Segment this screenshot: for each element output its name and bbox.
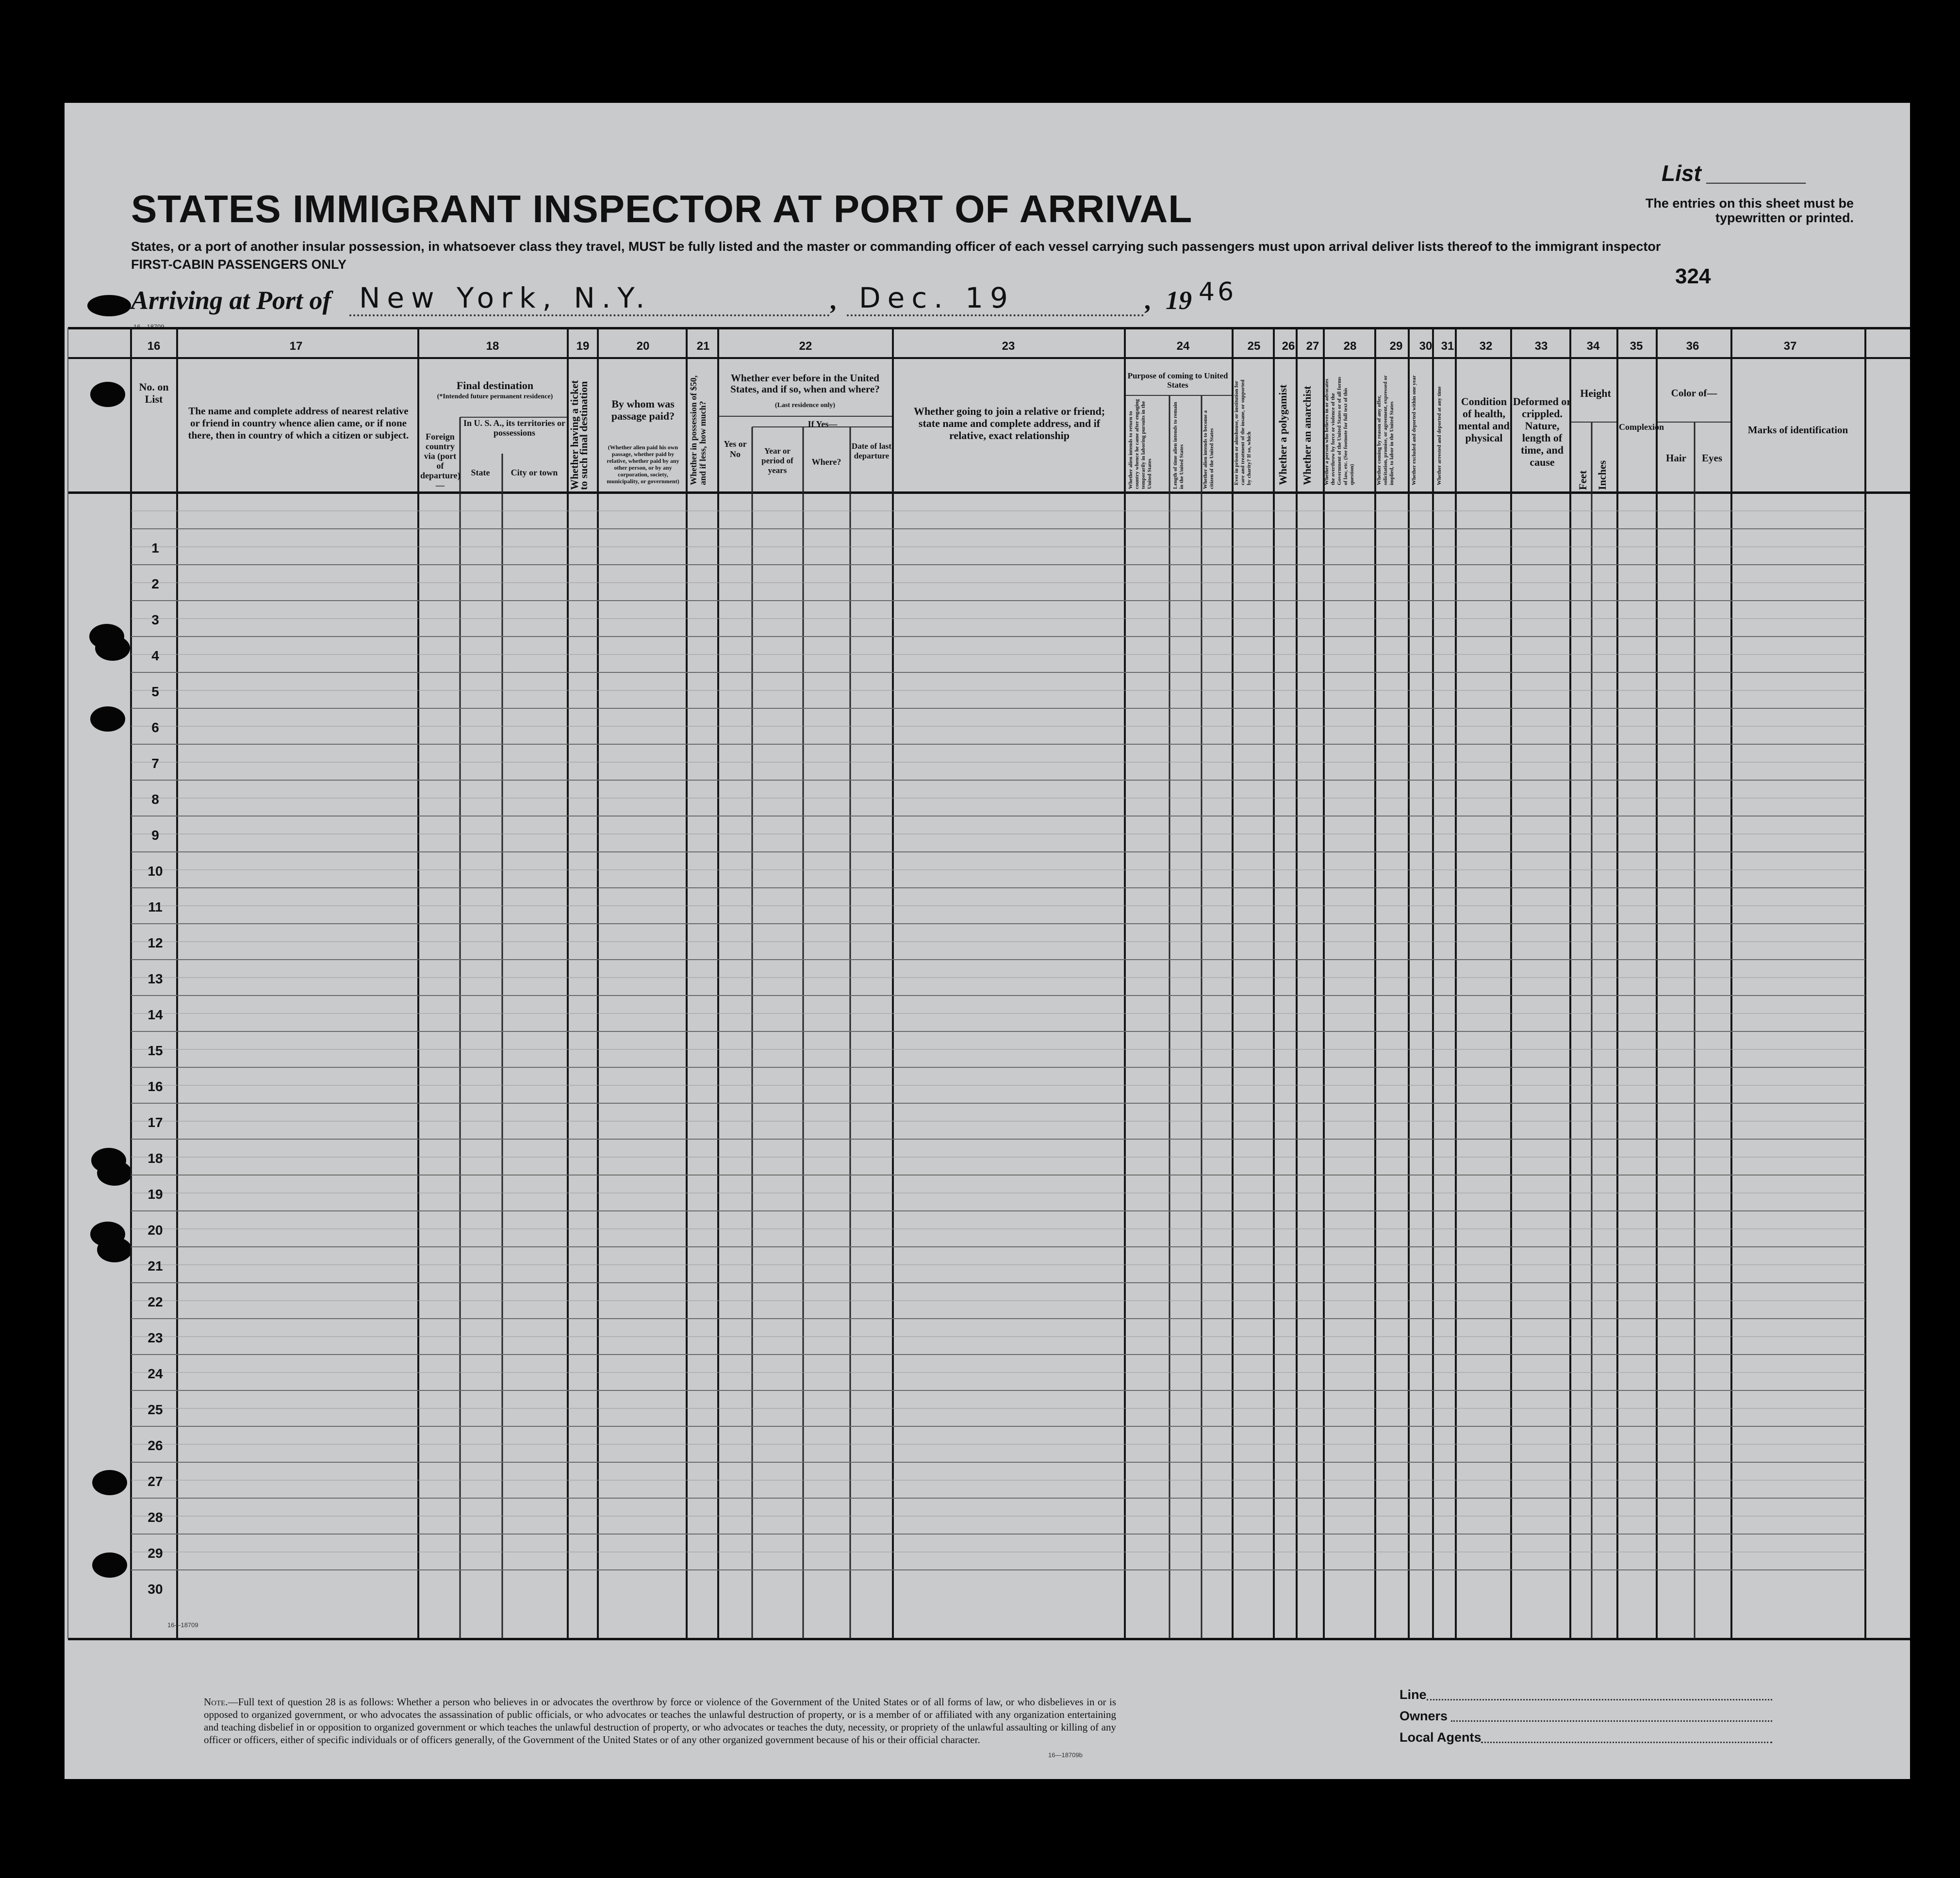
passenger-class: FIRST-CABIN PASSENGERS ONLY <box>131 257 347 272</box>
col-18-state: State <box>471 468 490 477</box>
col-num-35: 35 <box>1630 340 1643 353</box>
list-number-label: List ________ <box>1662 161 1807 186</box>
col-num-22: 22 <box>799 340 812 353</box>
col-num-23: 23 <box>1002 340 1015 353</box>
col-22-where: Where? <box>811 457 841 467</box>
col-32-header: Condition of health, mental and physical <box>1458 395 1510 444</box>
row-number: 30 <box>148 1582 163 1597</box>
col-36-eyes: Eyes <box>1702 452 1722 464</box>
row-number: 5 <box>151 684 159 699</box>
row-number: 10 <box>148 864 163 879</box>
col-26-header: Whether a polygamist <box>1277 384 1289 485</box>
page-stamp-number: 324 <box>1675 264 1711 288</box>
col-24-header: Purpose of coming to United States <box>1127 371 1228 390</box>
agents-dotted-line <box>1481 1742 1772 1743</box>
owners-label: Owners <box>1400 1709 1448 1723</box>
col-num-17: 17 <box>289 340 303 353</box>
page-title: STATES IMMIGRANT INSPECTOR AT PORT OF ARRIVAL <box>131 187 1193 230</box>
col-18-city: City or town <box>511 468 558 477</box>
col-num-16: 16 <box>147 340 161 353</box>
row-number: 19 <box>148 1187 163 1202</box>
col-num-19: 19 <box>576 340 590 353</box>
row-number: 9 <box>151 828 159 843</box>
col-22-year: Year or period of years <box>761 446 793 475</box>
footnote <box>204 1696 1116 1746</box>
col-num-18: 18 <box>486 340 499 353</box>
col-19-header: Whether having a ticket to such final destination <box>568 380 590 490</box>
row-number: 26 <box>148 1438 163 1453</box>
row-number: 24 <box>148 1366 163 1381</box>
col-num-30: 30 <box>1419 340 1433 353</box>
line-dotted-line <box>1427 1699 1772 1700</box>
col-37-header: Marks of identification <box>1747 424 1848 436</box>
col-29-header: Whether coming by reason of any offer, solicitation, promise, or agreement, expressed or implied, to labor in the United States <box>1376 375 1395 485</box>
row-number: 8 <box>151 792 159 807</box>
col-num-36: 36 <box>1686 340 1699 353</box>
row-number: 16 <box>148 1079 163 1094</box>
col-num-32: 32 <box>1479 340 1493 353</box>
col-20-subheader: (Whether alien paid his own passage, whether paid by relative, whether paid by any other person, or by any corporation, society, municipality, or government) <box>607 444 679 485</box>
row-number: 23 <box>148 1330 163 1345</box>
col-28-header: Whether a person who believes in or advocates the overthrow by force or violence of the Government of the United States or of all forms of law, etc. (See footnote for full text of this question) <box>1324 376 1355 485</box>
col-num-21: 21 <box>696 340 710 353</box>
line-label: Line <box>1400 1687 1427 1702</box>
row-number: 17 <box>148 1115 163 1130</box>
col-16-header: No. on List <box>139 381 169 405</box>
col-num-29: 29 <box>1389 340 1403 353</box>
row-number: 11 <box>148 899 163 915</box>
row-number: 21 <box>148 1258 163 1274</box>
year-value: 46 <box>1199 278 1237 307</box>
owners-dotted-line <box>1451 1720 1772 1722</box>
comma: , <box>831 286 838 315</box>
arriving-label: Arriving at Port of <box>131 286 331 315</box>
row-number: 1 <box>151 540 159 555</box>
col-num-33: 33 <box>1534 340 1548 353</box>
row-number: 14 <box>148 1007 163 1022</box>
row-number: 25 <box>148 1402 163 1417</box>
comma: , <box>1145 286 1152 315</box>
col-25-header: Ever in prison or almshouse, or institution for care and treatment of the insane, or supported by charity? If so, which <box>1234 379 1252 485</box>
col-34-feet: Feet <box>1577 470 1589 490</box>
row-number: 28 <box>148 1510 163 1525</box>
row-number: 12 <box>148 935 163 950</box>
col-36-header: Color of— <box>1671 387 1717 399</box>
col-num-28: 28 <box>1343 340 1357 353</box>
col-24-return: Whether alien intends to return to country whence he came after engaging temporarily in laboring pursuits in the United States <box>1128 399 1153 489</box>
row-number: 22 <box>148 1294 163 1309</box>
col-18-subheader: (*Intended future permanent residence) <box>437 393 553 400</box>
col-20-header: By whom was passage paid? <box>611 398 675 422</box>
col-num-25: 25 <box>1247 340 1261 353</box>
col-34-header: Height <box>1580 387 1611 399</box>
typewritten-note: The entries on this sheet must be typewritten or printed. <box>1645 196 1854 225</box>
row-number: 6 <box>151 720 159 735</box>
col-18-header: Final destination <box>456 379 534 392</box>
col-21-header: Whether in possession of $50, and if less, how much? <box>689 375 708 485</box>
col-27-header: Whether an anarchist <box>1301 386 1313 485</box>
col-num-31: 31 <box>1441 340 1454 353</box>
agents-label: Local Agents <box>1400 1730 1482 1745</box>
col-22-header: Whether ever before in the United States, and if so, when and where? <box>730 372 880 395</box>
date-value: Dec. 19 <box>859 281 1015 314</box>
col-22-yes-no: Yes or No <box>724 439 747 459</box>
row-number: 7 <box>151 756 159 771</box>
col-23-header: Whether going to join a relative or friend; state name and complete address, and if relative, exact relationship <box>913 405 1105 441</box>
row-number: 4 <box>151 648 159 663</box>
row-number: 20 <box>148 1223 163 1238</box>
row-number: 13 <box>148 971 163 986</box>
col-18-foreign: Foreign country via (port of departure)— <box>420 432 461 490</box>
form-code-note: 16—18709b <box>1048 1751 1083 1759</box>
row-number: 3 <box>151 612 159 627</box>
col-17-header: The name and complete address of nearest relative or friend in country whence alien came, or if none there, then in country of which a citizen or subject. <box>188 405 409 441</box>
col-22-departure: Date of last departure <box>851 441 892 460</box>
form-code-bottom: 16—18709 <box>167 1621 198 1629</box>
row-number: 27 <box>148 1474 163 1489</box>
col-24-length: Length of time alien intends to remain in the United States <box>1172 402 1185 489</box>
note-label: Note. <box>204 1696 228 1708</box>
col-22-if-yes: If Yes— <box>807 419 838 429</box>
col-num-24: 24 <box>1176 340 1190 353</box>
col-30-header: Whether excluded and deported within one year <box>1411 375 1417 485</box>
col-num-26: 26 <box>1282 340 1295 353</box>
col-34-inches: Inches <box>1596 460 1608 490</box>
row-number: 15 <box>148 1043 163 1058</box>
col-36-hair: Hair <box>1666 452 1686 464</box>
col-num-27: 27 <box>1306 340 1319 353</box>
row-number: 18 <box>148 1151 163 1166</box>
note-text: —Full text of question 28 is as follows: Whether a person who believes in or advocates the overthrow by force or violence of the Government of the United States or of all forms of law, or who disbelieves in or is opposed to organized government, or who advocates the assassination of public officials, or who advocates or teaches the unlawful destruction of property, or is a member of or affiliated with any organization entertaining and teaching disbelief in or opposition to organized government or which teaches the unlawful destruction of property, or who advocates or teaches the duty, necessity, or propriety of the unlawful assaulting or killing of any officer or officers, either of specific individuals or of officers generally, of the Government of the United States or of any other organized government because of his or their official character. <box>204 1696 1116 1746</box>
instruction-text: States, or a port of another insular possession, in whatsoever class they travel, MUST be fully listed and the master or commanding officer of each vessel carrying such passengers must upon arrival deliver lists thereof to the immigrant inspector <box>131 239 1661 254</box>
year-prefix: 19 <box>1166 286 1192 315</box>
col-18-usa: In U. S. A., its territories or possessions <box>463 418 565 438</box>
col-35-header: Complexion <box>1619 422 1664 432</box>
col-24-citizen: Whether alien intends to become a citizen of the United States <box>1202 410 1215 489</box>
row-number: 29 <box>148 1546 163 1561</box>
col-num-34: 34 <box>1586 340 1600 353</box>
row-number: 2 <box>151 576 159 591</box>
col-31-header: Whether arrested and deported at any time <box>1436 386 1442 485</box>
port-value: New York, N.Y. <box>359 281 652 314</box>
col-num-20: 20 <box>636 340 650 353</box>
col-22-subheader: (Last residence only) <box>774 402 836 409</box>
col-33-header: Deformed or crippled. Nature, length of time, and cause <box>1513 395 1572 468</box>
col-num-37: 37 <box>1783 340 1797 353</box>
